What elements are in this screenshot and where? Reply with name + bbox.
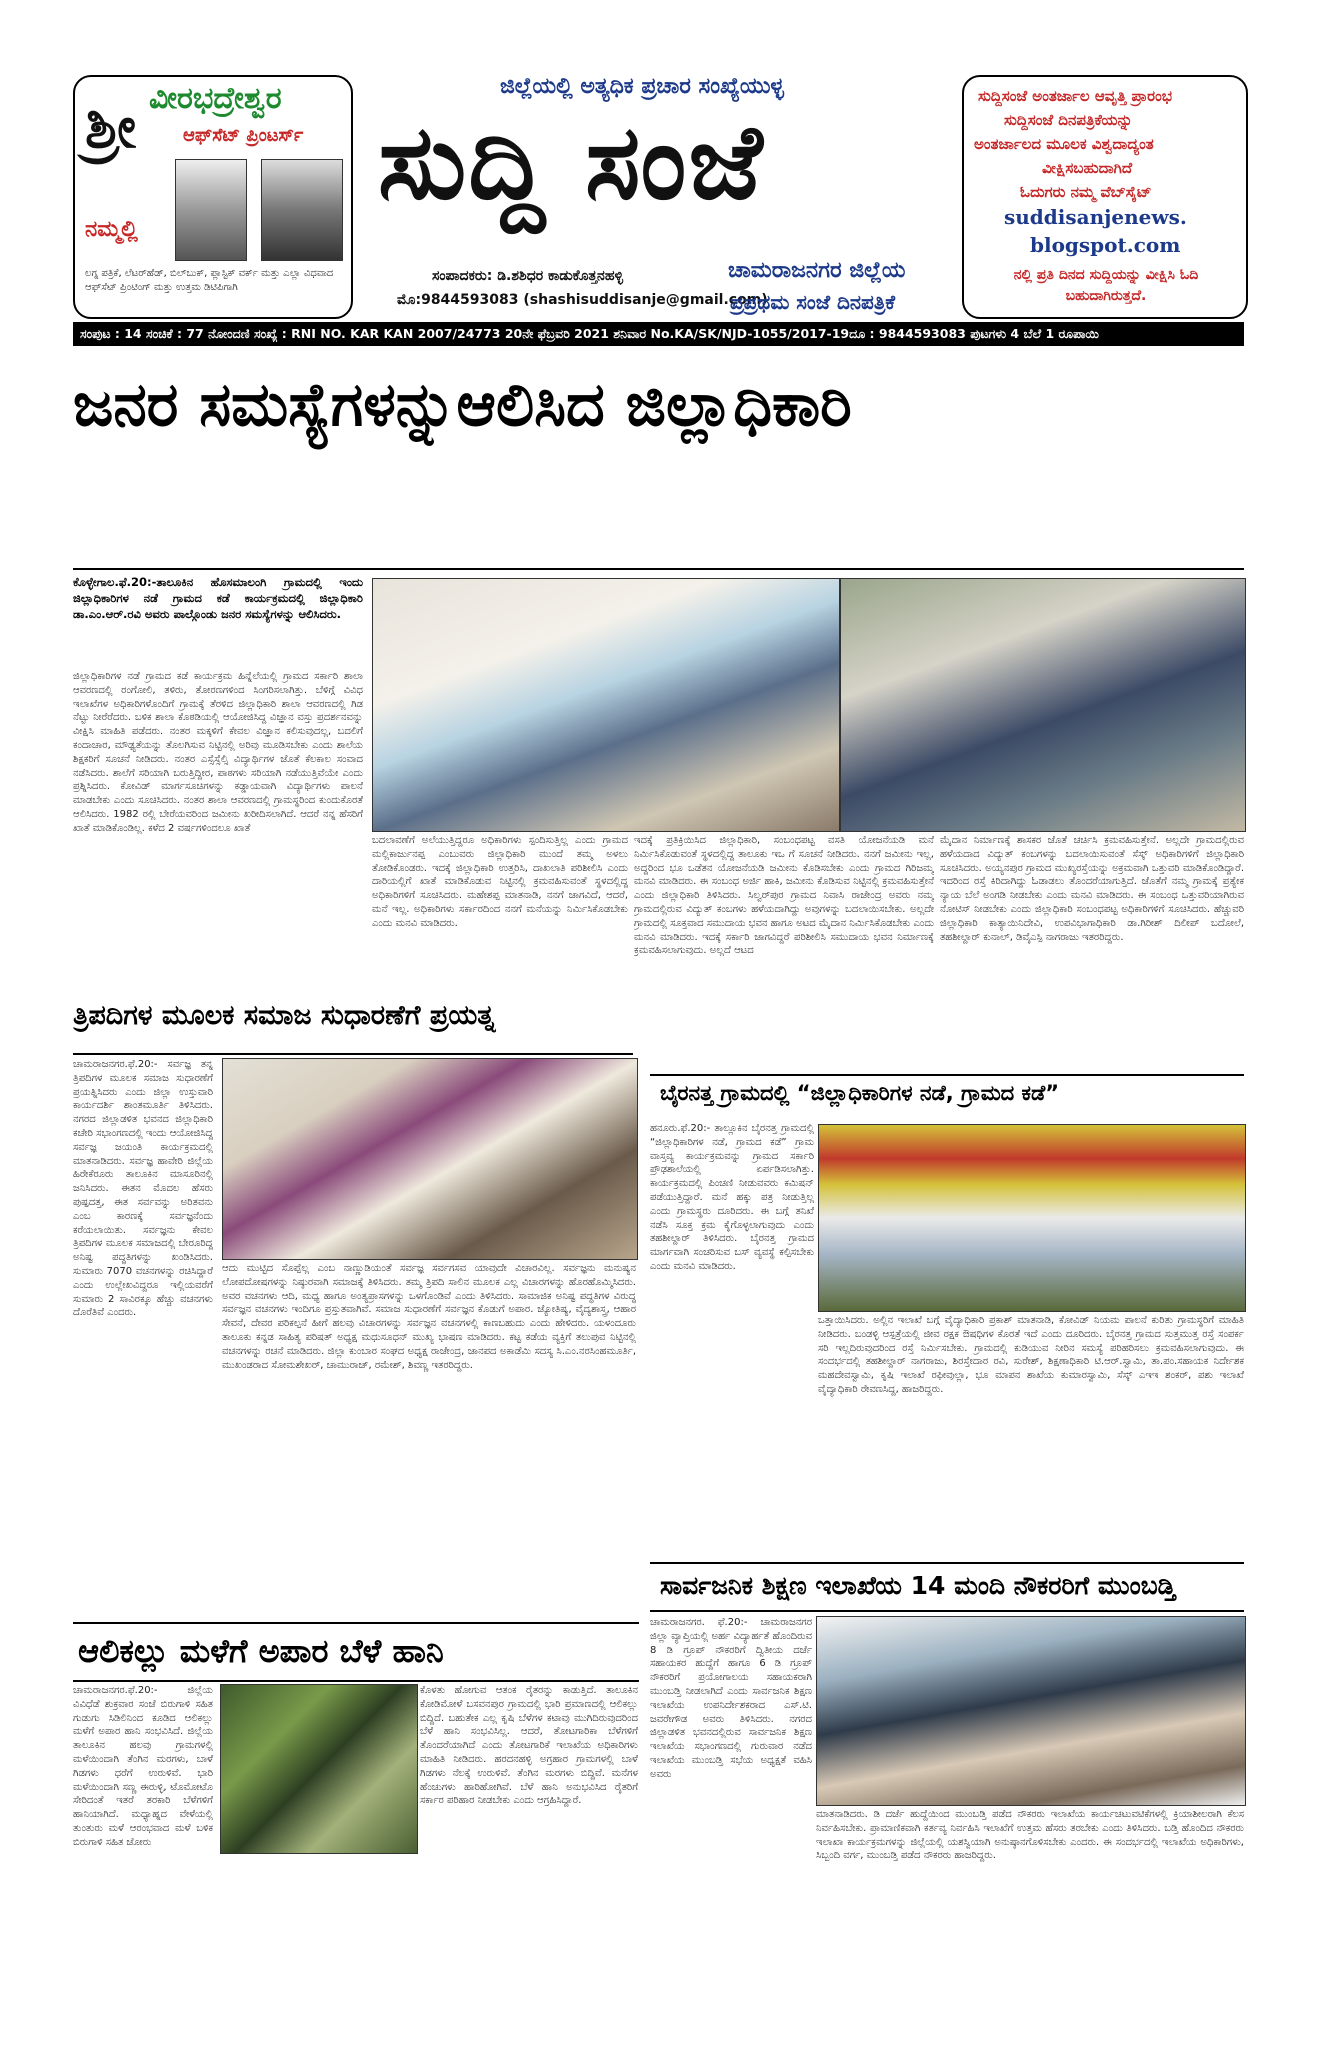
website-url-2[interactable]: blogspot.com [1030,233,1181,257]
district-line-1: ಚಾಮರಾಜನಗರ ಜಿಲ್ಲೆಯ [728,258,906,283]
story2-rule [73,1053,633,1055]
story1-col1: ಜಿಲ್ಲಾಧಿಕಾರಿಗಳ ನಡೆ ಗ್ರಾಮದ ಕಡೆ ಕಾರ್ಯಕ್ರಮ ಹಿನ್ನೆಲೆಯಲ್ಲಿ ಗ್ರಾಮದ ಸರ್ಕಾರಿ ಶಾಲಾ ಆವರಣದಲ್ಲಿ ರಂಗೋಲಿ, ತಳಿರು, ತೋರಣಗಳಿಂದ ಸಿಂಗರಿಸಲಾಗಿತ್ತು. ಬೆಳಿಗ್ಗೆ ವಿವಿಧ ಇಲಾಖೆಗಳ ಅಧಿಕಾರಿಗಳೊಂದಿಗೆ ಗ್ರಾಮಕ್ಕೆ ತೆರಳಿದ ಜಿಲ್ಲಾಧಿಕಾರಿ ಶಾಲಾ ಆವರಣದಲ್ಲಿ ಗಿಡ ನೆಟ್ಟು ನೀರೆರೆದರು. ಬಳಿಕ ಶಾಲಾ ಕೊಠಡಿಯಲ್ಲಿ ಆಯೋಜಿಸಿದ್ದ ವಿಜ್ಞಾನ ವಸ್ತು ಪ್ರದರ್ಶನವನ್ನು ವೀಕ್ಷಿಸಿ ಮಾಹಿತಿ ಪಡೆದರು. ನಂತರ ಮಕ್ಕಳಿಗೆ ಕೇವಲ ವಿಜ್ಞಾನ ಕಲಿಸುವುದಲ್ಲ, ಬದಲಿಗೆ ಕಂದಾಚಾರ, ಮೌಢ್ಯತೆಯನ್ನು ತೊಲಗಿಸುವ ನಿಟ್ಟಿನಲ್ಲಿ ಅರಿವು ಮೂಡಿಸಬೇಕು ಎಂದು ಶಾಲೆಯ ಶಿಕ್ಷಕರಿಗೆ ಸೂಚನೆ ನೀಡಿದರು. ನಂತರ ಎಸ್ಸೆಸ್ಸೆಲ್ಸಿ ವಿದ್ಯಾರ್ಥಿಗಳ ಜೊತೆ ಕೆಲಕಾಲ ಸಂವಾದ ನಡೆಸಿದರು. ಶಾಲೆಗೆ ಸರಿಯಾಗಿ ಬರುತ್ತಿದ್ದೀರ, ಪಾಠಗಳು ಸರಿಯಾಗಿ ನಡೆಯುತ್ತಿವೆಯೇ ಎಂದು ಪ್ರಶ್ನಿಸಿದರು. ಕೋವಿಡ್ ಮಾರ್ಗಸೂಚಿಗಳನ್ನು ಕಡ್ಡಾಯವಾಗಿ ವಿದ್ಯಾರ್ಥಿಗಳು ಪಾಲನೆ ಮಾಡಬೇಕು ಎಂದು ಸೂಚಿಸಿದರು. ನಂತರ ಶಾಲಾ ಆವರಣದಲ್ಲಿ ಗ್ರಾಮಸ್ಥರಿಂದ ಕುಂದುಕೊರತೆ ಆಲಿಸಿದರು. 1982 ರಲ್ಲಿ ಬೇರೆಯವರಿಂದ ಜಮೀನು ಖರೀದಿಸಲಾಗಿದೆ. ಆದರೆ ನನ್ನ ಹೆಸರಿಗೆ ಖಾತೆ ಮಾಡಿಕೊಂಡಿಲ್ಲ. ಕಳೆದ 2 ವರ್ಷಗಳಿಂದಲೂ ಖಾತೆ [73,671,363,834]
story5-rule-bottom [73,1680,639,1682]
right-ad-line-1: ಸುದ್ದಿಸಂಜೆ ಅಂತರ್ಜಾಲ ಆವೃತ್ತಿ ಪ್ರಾರಂಭ [978,87,1172,105]
website-url-1[interactable]: suddisanjenews. [1004,205,1187,229]
masthead-tagline: ಜಿಲ್ಲೆಯಲ್ಲಿ ಅತ್ಯಧಿಕ ಪ್ರಚಾರ ಸಂಖ್ಯೆಯುಳ್ಳ [500,74,784,99]
right-ad-line-2: ಸುದ್ದಿಸಂಜೆ ದಿನಪತ್ರಿಕೆಯನ್ನು [1004,111,1133,129]
left-ad-name: ವೀರಭದ್ರೇಶ್ವರ [149,81,282,116]
story3-col2: ಒತ್ತಾಯಿಸಿದರು. ಅಲ್ಲಿನ ಇಲಾಖೆ ಬಗ್ಗೆ ವೈದ್ಯಾಧಿಕಾರಿ ಪ್ರಕಾಶ್ ಮಾತನಾಡಿ, ಕೋವಿಡ್ ನಿಯಮ ಪಾಲನೆ ಕುರಿತು ಗ್ರಾಮಸ್ಥರಿಗೆ ಮಾಹಿತಿ ನೀಡಿದರು. ಬಂಡಳ್ಳಿ ಆಸ್ಪತ್ರೆಯಲ್ಲಿ ಜೀವ ರಕ್ಷಕ ಔಷಧಿಗಳ ಕೊರತೆ ಇದೆ ಎಂದು ದೂರಿದರು. ಬೈರನತ್ತ ಗ್ರಾಮದ ಸುತ್ತಮುತ್ತ ರಸ್ತೆ ಸಂಪರ್ಕ ಸರಿ ಇಲ್ಲದಿರುವುದರಿಂದ ರಸ್ತೆ ನಿರ್ಮಿಸಬೇಕು. ಗ್ರಾಮದಲ್ಲಿ ಕುಡಿಯುವ ನೀರಿನ ಸಮಸ್ಯೆ ಪರಿಹರಿಸಲು ಕ್ರಮವಹಿಸಲಾಗುವುದು. ಈ ಸಂದರ್ಭದಲ್ಲಿ ತಹಶೀಲ್ದಾರ್ ನಾಗರಾಜು, ಶಿರಸ್ತೇದಾರ ರವಿ, ಸುರೇಶ್, ಶಿಕ್ಷಣಾಧಿಕಾರಿ ಟಿ.ಆರ್.ಸ್ವಾಮಿ, ತಾ.ಪಂ.ಸಹಾಯಕ ನಿರ್ದೇಶಕ ಮಹದೇವಸ್ವಾಮಿ, ಕೃಷಿ ಇಲಾಖೆ ರಫೀವುಲ್ಲಾ, ಭೂ ಮಾಪನ ಶಾಖೆಯ ಕುಮಾರಸ್ವಾಮಿ, ಸೆಸ್ಕ್ ಎಇಇ ಶಂಕರ್, ಪಶು ಇಲಾಖೆ ವೈದ್ಯಾಧಿಕಾರಿ ರೇವಣಸಿದ್ದ, ಹಾಜರಿದ್ದರು. [818,1315,1244,1395]
main-headline: ಜನರ ಸಮಸ್ಯೆಗಳನ್ನುಆಲಿಸಿದ ಜಿಲ್ಲಾಧಿಕಾರಿ [73,370,852,440]
story4-col1: ಚಾಮರಾಜನಗರ. ಫೆ.20:- ಚಾಮರಾಜನಗರ ಜಿಲ್ಲಾ ವ್ಯಾಪ್ತಿಯಲ್ಲಿ ಅರ್ಹ ವಿದ್ಯಾರ್ಹತೆ ಹೊಂದಿರುವ 8 ಡಿ ಗ್ರೂಪ್ ನೌಕರರಿಗೆ ದ್ವಿತೀಯ ದರ್ಜೆ ಸಹಾಯಕರ ಹುದ್ದೆಗೆ ಹಾಗೂ 6 ಡಿ ಗ್ರೂಪ್ ನೌಕರರಿಗೆ ಪ್ರಯೋಗಾಲಯ ಸಹಾಯಕರಾಗಿ ಮುಂಬಡ್ತಿ ನೀಡಲಾಗಿದೆ ಎಂದು ಸಾರ್ವಜನಿಕ ಶಿಕ್ಷಣ ಇಲಾಖೆಯ ಉಪನಿರ್ದೇಶಕರಾದ ಎಸ್.ಟಿ. ಜವರೇಗೌಡ ಅವರು ತಿಳಿಸಿದರು. ನಗರದ ಜಿಲ್ಲಾಡಳಿತ ಭವನದಲ್ಲಿರುವ ಸಾರ್ವಜನಿಕ ಶಿಕ್ಷಣ ಇಲಾಖೆಯ ಸಭಾಂಗಣದಲ್ಲಿ ಗುರುವಾರ ನಡೆದ ಇಲಾಖೆಯ ಮುಂಬಡ್ತಿ ಸಭೆಯ ಅಧ್ಯಕ್ಷತೆ ವಹಿಸಿ ಅವರು [650,1617,812,1780]
masthead-editor: ಸಂಪಾದಕರು: ಡಿ.ಶಶಿಧರ ಕಾಡುಕೊತ್ತನಹಳ್ಳಿ [432,268,624,284]
story4-photo [816,1616,1246,1806]
dateline-text: ಸಂಪುಟ : 14 ಸಂಚಿಕೆ : 77 ನೋಂದಣಿ ಸಂಖ್ಯೆ : RNI NO. KAR KAN 2007/24773 20ನೇ ಫೆಬ್ರವರಿ 2021 ಶನಿವಾರ No.KA/SK/NJD-1055/2017-19ದೂ : 9844593083 ಪುಟಗಳು 4 ಬೆಲೆ 1 ರೂಪಾಯಿ [80,326,1099,341]
story2-headline: ತ್ರಿಪದಿಗಳ ಮೂಲಕ ಸಮಾಜ ಸುಧಾರಣೆಗೆ ಪ್ರಯತ್ನ [73,1000,496,1031]
story5-rule-top [73,1622,639,1624]
story5-headline: ಆಲಿಕಲ್ಲು ಮಳೆಗೆ ಅಪಾರ ಬೆಳೆ ಹಾನಿ [78,1632,444,1670]
story1-photo-1 [372,578,840,832]
right-ad-footer: ನಲ್ಲಿ ಪ್ರತಿ ದಿನದ ಸುದ್ದಿಯನ್ನು ವೀಕ್ಷಿಸಿ ಓದಿ ಬಹುದಾಗಿರುತ್ತದೆ. [1013,267,1199,304]
story3-rule-top [650,1074,1244,1076]
story2-col2: ಆದು ಮುಟ್ಟಿದ ಸೊಪ್ಪೆಲ್ಲ ಎಂಬ ನಾಣ್ಣುಡಿಯಂತೆ ಸರ್ವಜ್ಞ ಸರ್ವಗಸವ ಯಾವುದೇ ವಿಚಾರವಿಲ್ಲ. ಸರ್ವಜ್ಞನು ಮನುಷ್ಯನ ಲೋಪದೋಷಗಳನ್ನು ನಿಷ್ಠುರವಾಗಿ ಸಮಾಜಕ್ಕೆ ತಿಳಿಸಿದರು. ತಮ್ಮ ತ್ರಿಪದಿ ಸಾಲಿನ ಮೂಲಕ ಎಲ್ಲ ವಿಚಾರಗಳನ್ನು ಹೊರಹೊಮ್ಮಿಸಿದರು. ಅವರ ವಚನಗಳು ಆದಿ, ಮಧ್ಯ ಹಾಗೂ ಅಂತ್ಯಪ್ರಾಸಗಳನ್ನು ಒಳಗೊಂಡಿವೆ ಎಂದು ತಿಳಿಸಿದರು. ಸಾಮಾಜಿಕ ಅನಿಷ್ಟ ಪದ್ಧತಿಗಳ ವಿರುದ್ಧ ಸರ್ವಜ್ಞನ ವಚನಗಳು ಇಂದಿಗೂ ಪ್ರಸ್ತುತವಾಗಿವೆ. ಸಮಾಜ ಸುಧಾರಣೆಗೆ ಸರ್ವಜ್ಞನ ಕೊಡುಗೆ ಅಪಾರ. ಜ್ಯೋತಿಷ್ಯ, ವೈದ್ಯಶಾಸ್ತ್ರ, ಆಹಾರ ಸೇವನೆ, ದೇವರ ಪರಿಕಲ್ಪನೆ ಹೀಗೆ ಹಲವು ವಿಚಾರಗಳನ್ನು ಸರ್ವಜ್ಞನ ವಚನಗಳಲ್ಲಿ ಕಾಣಬಹುದು ಎಂದು ಹೇಳಿದರು. ಯಳಂದೂರು ತಾಲೂಕು ಕನ್ನಡ ಸಾಹಿತ್ಯ ಪರಿಷತ್ ಅಧ್ಯಕ್ಷ ಮಧುಸೂಧನ್ ಮುಖ್ಯ ಭಾಷಣ ಮಾಡಿದರು. ಕಟ್ಟ ಕಡೆಯ ವ್ಯಕ್ತಿಗೆ ತಲುಪುವ ನಿಟ್ಟಿನಲ್ಲಿ ವಚನಗಳನ್ನು ರಚನೆ ಮಾಡಿದರು. ಜಿಲ್ಲಾ ಕುಂಬಾರ ಸಂಘದ ಅಧ್ಯಕ್ಷ ರಾಜೇಂದ್ರ, ಜಾನಪದ ಅಕಾಡೆಮಿ ಸದಸ್ಯ ಸಿ.ಎಂ.ನರಸಿಂಹಮೂರ್ತಿ, ಮುಖಂಡರಾದ ಸೋಮಶೇಖರ್, ಚಾಮುರಾಜ್, ರಮೇಶ್, ಶಿವಣ್ಣ ಇತರರಿದ್ದರು. [222,1263,636,1371]
deity-image-1 [175,159,247,261]
story3-col1: ಹನೂರು.ಫೆ.20:- ತಾಲ್ಲೂಕಿನ ಬೈರನತ್ತ ಗ್ರಾಮದಲ್ಲಿ “ಜಿಲ್ಲಾಧಿಕಾರಿಗಳ ನಡೆ, ಗ್ರಾಮದ ಕಡೆ” ಗ್ರಾಮ ವಾಸ್ತವ್ಯ ಕಾರ್ಯಕ್ರಮವನ್ನು ಗ್ರಾಮದ ಸರ್ಕಾರಿ ಪ್ರೌಢಶಾಲೆಯಲ್ಲಿ ಏರ್ಪಡಿಸಲಾಗಿತ್ತು. ಕಾರ್ಯಕ್ರಮದಲ್ಲಿ ಪಿಂಚಣಿ ನೀಡುವವರು ಕಮಿಷನ್ ಪಡೆಯುತ್ತಿದ್ದಾರೆ. ಮನೆ ಹಕ್ಕು ಪತ್ರ ನೀಡುತ್ತಿಲ್ಲ ಎಂದು ಗ್ರಾಮಸ್ಥರು ದೂರಿದರು. ಈ ಬಗ್ಗೆ ತನಿಖೆ ನಡೆಸಿ ಸೂಕ್ತ ಕ್ರಮ ಕೈಗೊಳ್ಳಲಾಗುವುದು ಎಂದು ತಹಶೀಲ್ದಾರ್ ತಿಳಿಸಿದರು. ಬೈರನತ್ತ ಗ್ರಾಮದ ಮಾರ್ಗವಾಗಿ ಸಂಚರಿಸುವ ಬಸ್ ವ್ಯವಸ್ಥೆ ಕಲ್ಪಿಸಬೇಕು ಎಂದು ಮನವಿ ಮಾಡಿದರು. [650,1123,814,1272]
story4-headline: ಸಾರ್ವಜನಿಕ ಶಿಕ್ಷಣ ಇಲಾಖೆಯ 14 ಮಂದಿ ನೌಕರರಿಗೆ ಮುಂಬಡ್ತಿ [660,1571,1176,1600]
story1-photo-2 [840,578,1246,832]
story3-photo [818,1124,1246,1312]
story1-col3: ಇದಕ್ಕೆ ಪ್ರತಿಕ್ರಿಯಿಸಿದ ಜಿಲ್ಲಾಧಿಕಾರಿ, ಸಂಬಂಧಪಟ್ಟ ವಸತಿ ಯೋಜನೆಯಡಿ ಮನೆ ನಿರ್ಮಿಸಿಕೊಡುವಂತೆ ಸ್ಥಳದಲ್ಲಿದ್ದ ತಾಲೂಕು ಇಒ ಗೆ ಸೂಚನೆ ನೀಡಿದರು. ನನಗೆ ಜಮೀನು ಇಲ್ಲ, ಅದ್ದರಿಂದ ಭೂ ಒಡೆತನ ಯೋಜನೆಯಡಿ ಜಮೀನು ಕೊಡಿಸಬೇಕು ಎಂದು ಗ್ರಾಮದ ಗಿರಿಜಮ್ಮ ಮನವಿ ಮಾಡಿದರು. ಈ ಸಂಬಂಧ ಅರ್ಜಿ ಹಾಕಿ, ಜಮೀನು ಕೊಡಿಸುವ ನಿಟ್ಟಿನಲ್ಲಿ ಕ್ರಮವಹಿಸುತ್ತೇನೆ ಎಂದು ಜಿಲ್ಲಾಧಿಕಾರಿ ತಿಳಿಸಿದರು. ಸಿಲ್ವರ್‌ಪುರ ಗ್ರಾಮದ ನಿವಾಸಿ ರಾಜೇಂದ್ರ ಅವರು ನಮ್ಮ ಗ್ರಾಮದಲ್ಲಿರುವ ವಿದ್ಯುತ್ ಕಂಬಗಳು ಹಳೆಯದಾಗಿದ್ದು ಅವುಗಳನ್ನು ಬದಲಾಯಿಸಬೇಕು. ಅಲ್ಲದೇ ಗ್ರಾಮದಲ್ಲಿ ಸೂಕ್ತವಾದ ಸಮುದಾಯ ಭವನ ಹಾಗೂ ಅಟದ ಮೈದಾನ ನಿರ್ಮಿಸಿಕೊಡಬೇಕು ಎಂದು ಮನವಿ ಮಾಡಿದರು. ಇದಕ್ಕೆ ಸರ್ಕಾರಿ ಜಾಗವಿದ್ದರೆ ಪರಿಶೀಲಿಸಿ ಸಮುದಾಯ ಭವನ ನಿರ್ಮಾಣಕ್ಕೆ ಕ್ರಮವಹಿಸಲಾಗುವುದು. ಅಲ್ಲದೆ ಆಟದ [634,835,934,957]
story5-col2: ಕೊಳತು ಹೋಗುವ ಆತಂಕ ರೈತರನ್ನು ಕಾಡುತ್ತಿದೆ. ತಾಲೂಕಿನ ಕೋಡಿಮೋಳೆ ಬಸವನಪುರ ಗ್ರಾಮದಲ್ಲಿ ಭಾರಿ ಪ್ರಮಾಣದಲ್ಲಿ ಆಲಿಕಲ್ಲು ಬಿದ್ದಿದೆ. ಬಹುತೇಕ ಎಲ್ಲ ಕೃಷಿ ಬೆಳೆಗಳ ಕಟಾವು ಮುಗಿದಿರುವುದರಿಂದ ಬೆಳೆ ಹಾನಿ ಸಂಭವಿಸಿಲ್ಲ. ಆದರೆ, ತೋಟಗಾರಿಕಾ ಬೆಳೆಗಳಿಗೆ ತೊಂದರೆಯಾಗಿದೆ ಎಂದು ತೋಟಗಾರಿಕೆ ಇಲಾಖೆಯ ಅಧಿಕಾರಿಗಳು ಮಾಹಿತಿ ನೀಡಿದರು. ಹರದನಹಳ್ಳಿ ಅಗ್ರಹಾರ ಗ್ರಾಮಗಳಲ್ಲಿ ಬಾಳೆ ಗಿಡಗಳು ನೆಲಕ್ಕೆ ಉರುಳಿವೆ. ತೆಂಗಿನ ಮರಗಳು ಬಿದ್ದಿವೆ. ಮನೆಗಳ ಹೆಂಚುಗಳು ಹಾರಿಹೋಗಿವೆ. ಬೆಳೆ ಹಾನಿ ಅನುಭವಿಸಿದ ರೈತರಿಗೆ ಸರ್ಕಾರ ಪರಿಹಾರ ನೀಡಬೇಕು ಎಂದು ಆಗ್ರಹಿಸಿದ್ದಾರೆ. [420,1685,638,1807]
masthead-title: ಸುದ್ದಿ ಸಂಜೆ [378,101,765,223]
right-ad-line-4: ವೀಕ್ಷಿಸಬಹುದಾಗಿದೆ [1042,159,1133,177]
right-ad-box [962,75,1248,319]
story4-rule-bottom [650,1610,1244,1612]
right-ad-line-3: ಅಂತರ್ಜಾಲದ ಮೂಲಕ ವಿಶ್ವದಾದ್ಯಂತ [974,135,1154,153]
district-line-2: ಪ್ರಪ್ರಥಮ ಸಂಜೆ ದಿನಪತ್ರಿಕೆ [730,290,896,314]
nammalli-label: ನಮ್ಮಲ್ಲಿ [85,217,138,242]
right-ad-line-5: ಓದುಗರು ನಮ್ಮ ವೆಬ್‌ಸೈಟ್ [1020,183,1152,201]
masthead-contact: ಮೊ:9844593083 (shashisuddisanje@gmail.com) [397,292,768,308]
story1-col2: ಬದಲಾವಣೆಗೆ ಅಲೆಯುತ್ತಿದ್ದರೂ ಅಧಿಕಾರಿಗಳು ಸ್ಪಂದಿಸುತ್ತಿಲ್ಲ ಎಂದು ಗ್ರಾಮದ ಮಲ್ಲಿಕಾರ್ಜುನಪ್ಪ ಎಂಬುವರು ಜಿಲ್ಲಾಧಿಕಾರಿ ಮುಂದೆ ತಮ್ಮ ಅಳಲು ತೋಡಿಕೊಂಡರು. ಇದಕ್ಕೆ ಜಿಲ್ಲಾಧಿಕಾರಿ ಉತ್ತರಿಸಿ, ದಾಖಲಾತಿ ಪರಿಶೀಲಿಸಿ ಎಂದು ದಾರಿಯಲ್ಲಿಗೆ ಖಾತೆ ಮಾಡಿಕೊಡುವ ನಿಟ್ಟಿನಲ್ಲಿ ಕ್ರಮವಹಿಸುವಂತೆ ಸ್ಥಳದಲ್ಲಿದ್ದ ಅಧಿಕಾರಿಗಳಿಗೆ ಸೂಚಿಸಿದರು. ಮಹೇಶಪ್ಪ ಮಾತನಾಡಿ, ನನಗೆ ಜಾಗವಿದೆ, ಆದರೆ, ಮನೆ ಇಲ್ಲ. ಅಧಿಕಾರಿಗಳು ಸರ್ಕಾರದಿಂದ ನನಗೆ ಮನೆಯನ್ನು ನಿರ್ಮಿಸಿಕೊಡಬೇಕು ಎಂದು ಮನವಿ ಮಾಡಿದರು. [372,835,628,929]
sri-symbol: ಶ್ರೀ [85,93,137,161]
deity-image-2 [261,159,343,261]
story2-photo [222,1058,638,1260]
story1-col4: ಮೈದಾನ ನಿರ್ಮಾಣಕ್ಕೆ ಶಾಸಕರ ಜೊತೆ ಚರ್ಚಿಸಿ ಕ್ರಮವಹಿಸುತ್ತೇನೆ. ಅಲ್ಲದೇ ಗ್ರಾಮದಲ್ಲಿರುವ ಹಳೆಯದಾದ ವಿದ್ಯುತ್ ಕಂಬಗಳನ್ನು ಬದಲಾಯಿಸುವಂತೆ ಸೆಸ್ಕ್ ಅಧಿಕಾರಿಗಳಿಗೆ ಜಿಲ್ಲಾಧಿಕಾರಿ ಸೂಚಿಸಿದರು. ಅಯ್ಯನಪುರ ಗ್ರಾಮದ ಮುಖ್ಯರಸ್ತೆಯನ್ನು ಅಕ್ರಮವಾಗಿ ಒತ್ತುವರಿ ಮಾಡಿಕೊಂಡಿದ್ದಾರೆ. ಇದರಿಂದ ರಸ್ತೆ ಕಿರಿದಾಗಿದ್ದು ಓಡಾಡಲು ತೊಂದರೆಯಾಗುತ್ತಿದೆ. ಜೊತೆಗೆ ನಮ್ಮ ಗ್ರಾಮಕ್ಕೆ ಪ್ರತ್ಯೇಕ ನ್ಯಾಯ ಬೆಲೆ ಅಂಗಡಿ ನೀಡಬೇಕು ಎಂದು ಮನವಿ ಮಾಡಿದರು. ಈ ಸಂಬಂಧ ಒತ್ತುವರಿಯಾಗಿರುವ ನೋಟಿಸ್ ನೀಡಬೇಕು ಎಂದು ಜಿಲ್ಲಾಧಿಕಾರಿ ಸಂಬಂಧಪಟ್ಟ ಅಧಿಕಾರಿಗಳಿಗೆ ಸೂಚಿಸಿದರು. ಹೆಚ್ಚುವರಿ ಜಿಲ್ಲಾಧಿಕಾರಿ ಕಾತ್ಯಾಯಿನಿದೇವಿ, ಉಪವಿಭಾಗಾಧಿಕಾರಿ ಡಾ.ಗಿರೀಶ್ ದಿಲೀಪ್ ಬದೋಲೆ, ತಹಶೀಲ್ದಾರ್ ಕುನಾಲ್, ಡಿವೈಎಸ್ಪಿ ನಾಗರಾಜು ಇತರರಿದ್ದರು. [940,835,1244,943]
headline-rule [73,568,1244,570]
left-ad-subname: ಆಫ್‌ಸೆಟ್ ಪ್ರಿಂಟರ್ಸ್ [183,125,304,146]
story4-col2: ಮಾತನಾಡಿದರು. ಡಿ ದರ್ಜೆ ಹುದ್ದೆಯಿಂದ ಮುಂಬಡ್ತಿ ಪಡೆದ ನೌಕರರು ಇಲಾಖೆಯ ಕಾರ್ಯಚಟುವಟಿಕೆಗಳಲ್ಲಿ ಕ್ರಿಯಾಶೀಲರಾಗಿ ಕೆಲಸ ನಿರ್ವಹಿಸಬೇಕು. ಪ್ರಾಮಾಣಿಕವಾಗಿ ಕರ್ತವ್ಯ ನಿರ್ವಹಿಸಿ ಇಲಾಖೆಗೆ ಉತ್ತಮ ಹೆಸರು ತರಬೇಕು ಎಂದು ತಿಳಿಸಿದರು. ಬಡ್ತಿ ಹೊಂದಿದ ನೌಕರರು ಇಲಾಖಾ ಕಾರ್ಯಕ್ರಮಗಳನ್ನು ಜಿಲ್ಲೆಯಲ್ಲಿ ಯಶಸ್ವಿಯಾಗಿ ಅನುಷ್ಠಾನಗೊಳಿಸಬೇಕು ಎಂದರು. ಈ ಸಂದರ್ಭದಲ್ಲಿ ಇಲಾಖೆಯ ಅಧಿಕಾರಿಗಳು, ಸಿಬ್ಬಂದಿ ವರ್ಗ, ಮುಂಬಡ್ತಿ ಪಡೆದ ನೌಕರರು ಹಾಜರಿದ್ದರು. [816,1809,1244,1862]
story3-headline: ಬೈರನತ್ತ ಗ್ರಾಮದಲ್ಲಿ “ಜಿಲ್ಲಾಧಿಕಾರಿಗಳ ನಡೆ, ಗ್ರಾಮದ ಕಡೆ” [660,1081,1060,1105]
story1-lead: ಕೊಳ್ಳೇಗಾಲ.ಫೆ.20:-ತಾಲೂಕಿನ ಹೊಸಮಾಲಂಗಿ ಗ್ರಾಮದಲ್ಲಿ ಇಂದು ಜಿಲ್ಲಾಧಿಕಾರಿಗಳ ನಡೆ ಗ್ರಾಮದ ಕಡೆ ಕಾರ್ಯಕ್ರಮದಲ್ಲಿ ಜಿಲ್ಲಾಧಿಕಾರಿ ಡಾ.ಎಂ.ಆರ್.ರವಿ ಅವರು ಪಾಲ್ಗೊಂಡು ಜನರ ಸಮಸ್ಯೆಗಳನ್ನು ಆಲಿಸಿದರು. [73,575,363,621]
left-ad-services: ಲಗ್ನ ಪತ್ರಿಕೆ, ಲೆಟರ್‌ಹೆಡ್, ಬಿಲ್‌ಬುಕ್, ಪ್ಲಾಸ್ಟಿಕ್ ವರ್ಕ್ ಮತ್ತು ಎಲ್ಲಾ ವಿಧವಾದ ಆಫ್‌ಸೆಟ್ ಪ್ರಿಂಟಿಂಗ್ ಮತ್ತು ಉತ್ತಮ ಡಿಟಿಪಿಗಾಗಿ [85,268,334,293]
story5-photo [220,1684,418,1854]
left-ad-box [73,75,353,319]
story5-col1: ಚಾಮರಾಜನಗರ.ಫೆ.20:- ಜಿಲ್ಲೆಯ ವಿವಿಧೆಡೆ ಶುಕ್ರವಾರ ಸಂಜೆ ಬಿರುಗಾಳಿ ಸಹಿತ ಗುಡುಗು ಸಿಡಿಲಿನಿಂದ ಕೂಡಿದ ಆಲಿಕಲ್ಲು ಮಳೆಗೆ ಅಪಾರ ಹಾನಿ ಸಂಭವಿಸಿದೆ. ಜಿಲ್ಲೆಯ ತಾಲೂಕಿನ ಹಲವು ಗ್ರಾಮಗಳಲ್ಲಿ ಮಳೆಯಿಂದಾಗಿ ತೆಂಗಿನ ಮರಗಳು, ಬಾಳೆ ಗಿಡಗಳು ಧರೆಗೆ ಉರುಳಿವೆ. ಭಾರಿ ಮಳೆಯಿಂದಾಗಿ ಸಣ್ಣ ಈರುಳ್ಳಿ, ಟೊಮೋಟೊ ಸೇರಿದಂತೆ ಇತರೆ ತರಕಾರಿ ಬೆಳೆಗಳಿಗೆ ಹಾನಿಯಾಗಿದೆ. ಮಧ್ಯಾಹ್ನದ ವೇಳೆಯಲ್ಲಿ ತುಂತುರು ಮಳೆ ಆರಂಭವಾದ ಮಳೆ ಬಳಿಕ ಬಿರುಗಾಳಿ ಸಹಿತ ಜೋರು [73,1685,213,1848]
story2-col1: ಚಾಮರಾಜನಗರ.ಫೆ.20:- ಸರ್ವಜ್ಞ ತನ್ನ ತ್ರಿಪದಿಗಳ ಮೂಲಕ ಸಮಾಜ ಸುಧಾರಣೆಗೆ ಪ್ರಯತ್ನಿಸಿದರು ಎಂದು ಜಿಲ್ಲಾ ಉಸ್ತುವಾರಿ ಕಾರ್ಯದರ್ಶಿ ಶಾಂತಮೂರ್ತಿ ತಿಳಿಸಿದರು. ನಗರದ ಜಿಲ್ಲಾಡಳಿತ ಭವನದ ಜಿಲ್ಲಾಧಿಕಾರಿ ಕಚೇರಿ ಸಭಾಂಗಣದಲ್ಲಿ ಇಂದು ಆಯೋಜಿಸಿದ್ದ ಸರ್ವಜ್ಞ ಜಯಂತಿ ಕಾರ್ಯಕ್ರಮದಲ್ಲಿ ಮಾತನಾಡಿದರು. ಸರ್ವಜ್ಞ ಹಾವೇರಿ ಜಿಲ್ಲೆಯ ಹಿರೇಕೆರೂರು ತಾಲೂಕಿನ ಮಾಸೂರಿನಲ್ಲಿ ಜನಿಸಿದರು. ಈತನ ಮೊದಲ ಹೆಸರು ಪುಷ್ಪದತ್ತ, ಈತ ಸರ್ವವನ್ನು ಅರಿತವನು ಎಂಬ ಕಾರಣಕ್ಕೆ ಸರ್ವಜ್ಞನೆಂದು ಕರೆಯಲಾಯಿತು. ಸರ್ವಜ್ಞನು ಕೇವಲ ತ್ರಿಪದಿಗಳ ಮೂಲಕ ಸಮಾಜದಲ್ಲಿ ಬೇರೂರಿದ್ದ ಅನಿಷ್ಟ ಪದ್ಧತಿಗಳನ್ನು ಖಂಡಿಸಿದರು. ಸುಮಾರು 7070 ವಚನಗಳನ್ನು ರಚಿಸಿದ್ದಾರೆ ಎಂದು ಉಲ್ಲೇಖವಿದ್ದರೂ ಇಲ್ಲಿಯವರೆಗೆ ಸುಮಾರು 2 ಸಾವಿರಕ್ಕೂ ಹೆಚ್ಚು ವಚನಗಳು ದೊರೆತಿವೆ ಎಂದರು. [73,1059,213,1319]
story4-rule-top [650,1562,1244,1564]
